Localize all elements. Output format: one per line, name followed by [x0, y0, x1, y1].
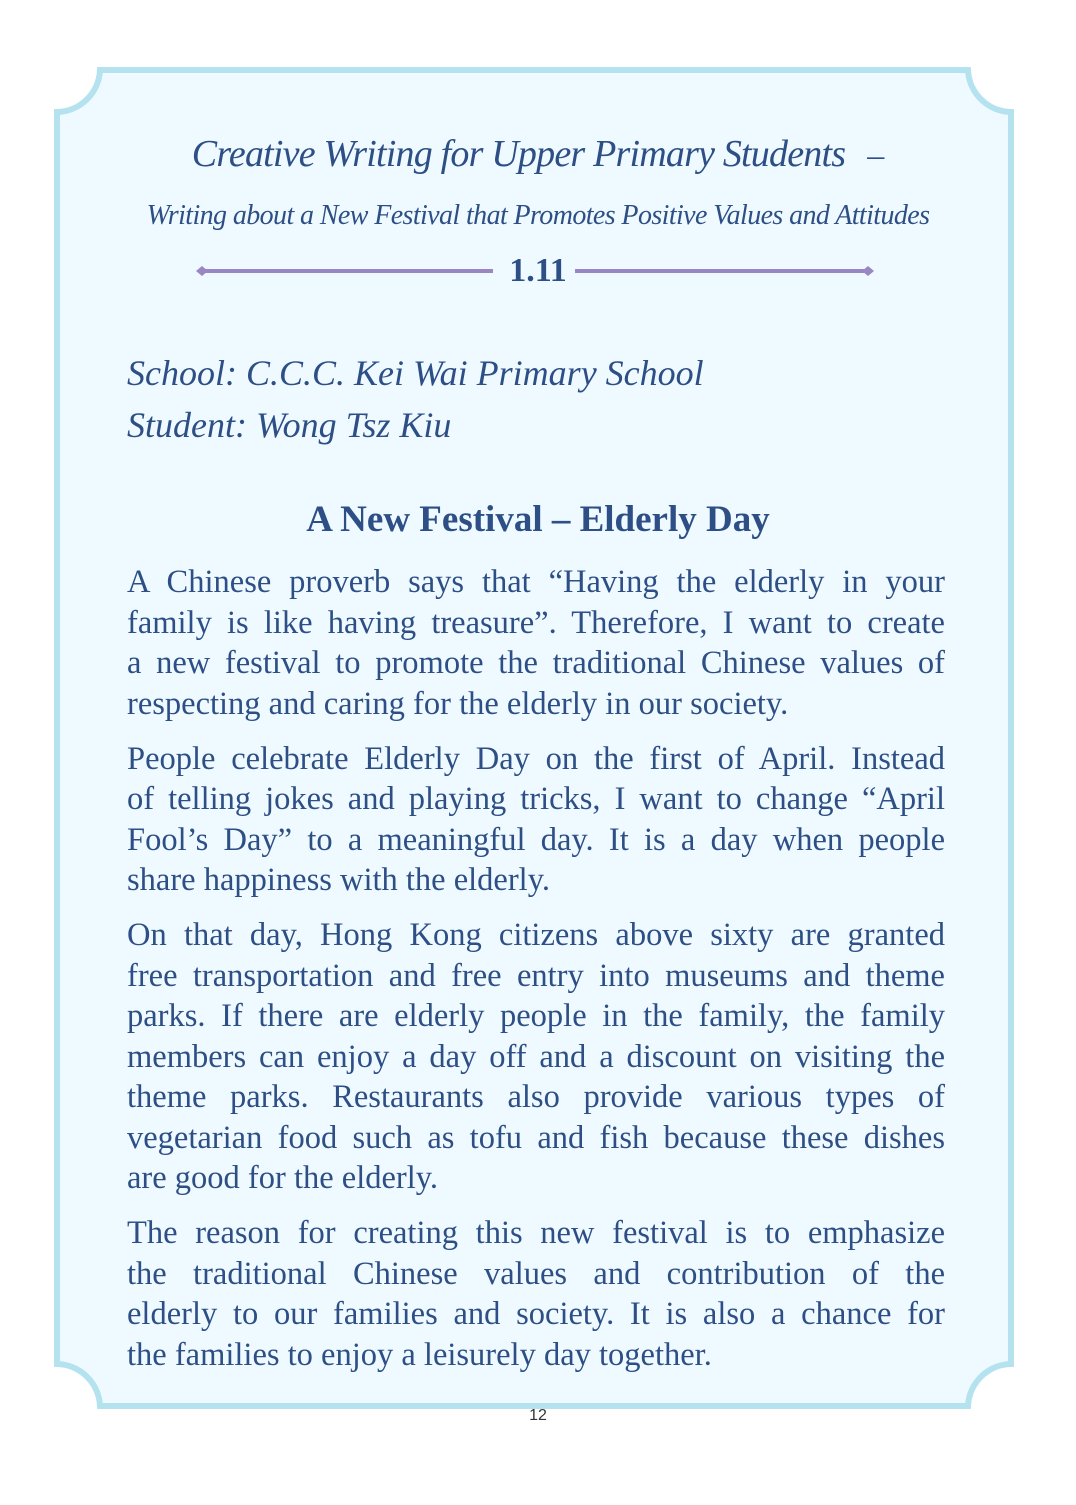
student-name: Student: Wong Tsz Kiu	[127, 405, 452, 445]
paragraph-line: family is like having treasure”. Therefore, I want to create	[127, 604, 945, 641]
paragraph-line: a new festival to promote the traditional Chinese values of	[127, 645, 945, 681]
title-row	[0, 132, 1076, 176]
book-subtitle: Writing about a New Festival that Promotes Positive Values and Attitudes	[146, 200, 930, 231]
school-name: School: C.C.C. Kei Wai Primary School	[127, 353, 704, 393]
paragraph-line: vegetarian food such as tofu and fish because these dishes	[127, 1119, 945, 1156]
paragraph-line: are good for the elderly.	[127, 1160, 439, 1196]
section-number: 1.11	[509, 252, 567, 289]
paragraph	[127, 562, 945, 724]
paragraph-line: A Chinese proverb says that “Having the elderly in your	[127, 564, 945, 600]
paragraph-line: the families to enjoy a leisurely day together.	[127, 1336, 712, 1373]
paragraph-line: People celebrate Elderly Day on the first of April. Instead	[127, 740, 945, 777]
title-dash: –	[867, 137, 885, 174]
paragraph-line: members can enjoy a day off and a discount on visiting the	[127, 1038, 945, 1075]
paragraph-line: the traditional Chinese values and contribution of the	[127, 1255, 945, 1292]
page-number: 12	[529, 1407, 547, 1424]
book-title: Creative Writing for Upper Primary Students	[191, 133, 846, 175]
article-body	[127, 562, 945, 1390]
paragraph-line: respecting and caring for the elderly in our society.	[127, 685, 789, 722]
article-heading: A New Festival – Elderly Day	[306, 499, 770, 540]
paragraph-line: parks. If there are elderly people in the family, the family	[127, 998, 945, 1034]
paragraph	[127, 739, 945, 901]
paragraph-line: elderly to our families and society. It is also a chance for	[127, 1296, 945, 1332]
paragraph-line: On that day, Hong Kong citizens above sixty are granted	[127, 917, 945, 953]
paragraph-line: free transportation and free entry into museums and theme	[127, 957, 945, 994]
paragraph-line: The reason for creating this new festival is to emphasize	[127, 1215, 945, 1251]
paragraph-line: Fool’s Day” to a meaningful day. It is a day when people	[127, 821, 945, 858]
paragraph-line: share happiness with the elderly.	[127, 862, 550, 898]
paragraph-line: of telling jokes and playing tricks, I want to change “April	[127, 781, 945, 817]
paragraph	[127, 1213, 945, 1375]
paragraph	[127, 915, 945, 1199]
paragraph-line: theme parks. Restaurants also provide various types of	[127, 1079, 945, 1115]
